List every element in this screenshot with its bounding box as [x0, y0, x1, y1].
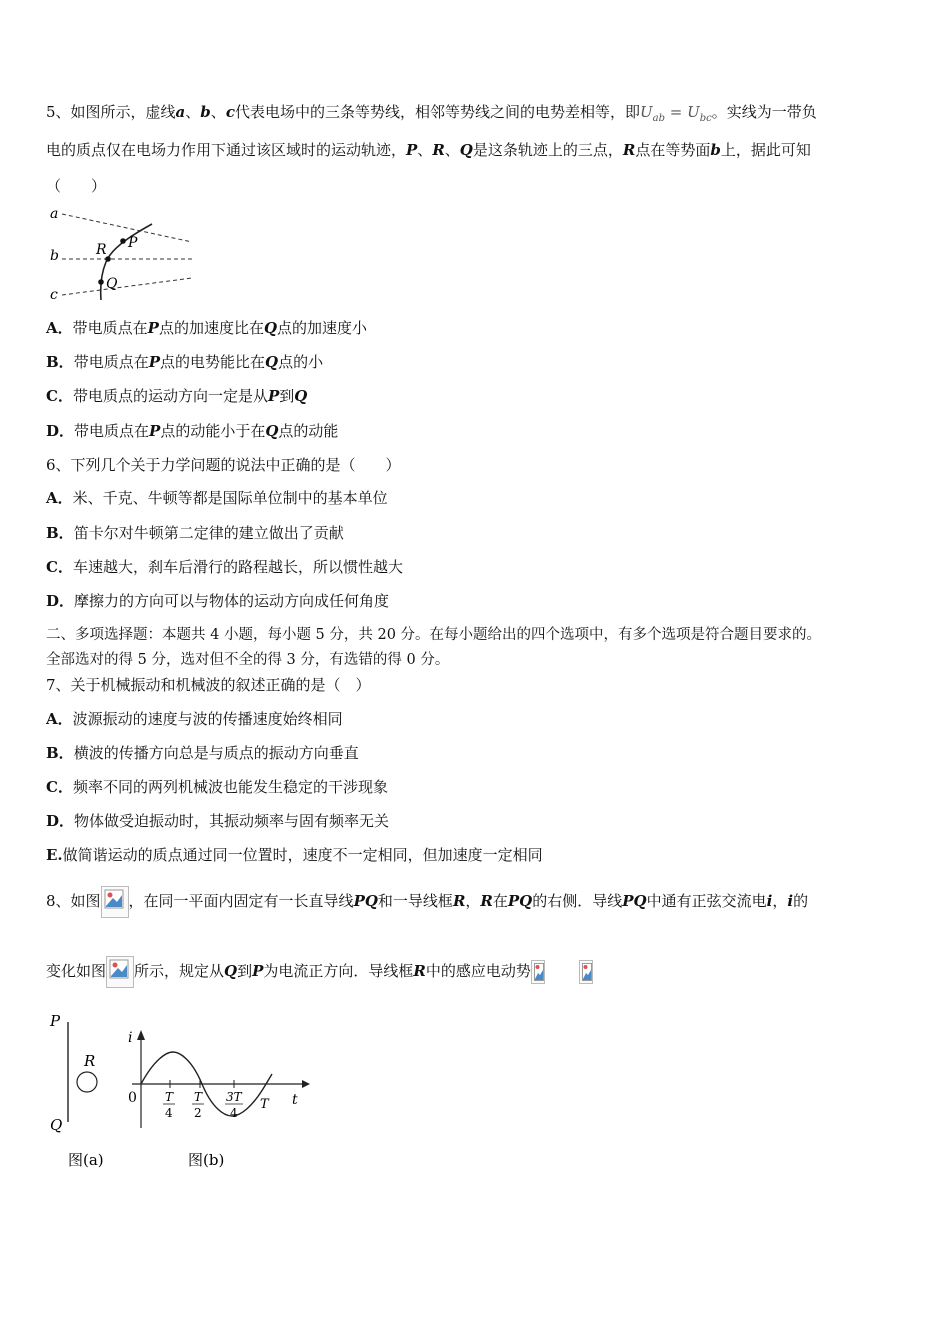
- q7-option-e[interactable]: E.做简谐运动的质点通过同一位置时，速度不一定相同，但加速度一定相同: [46, 846, 543, 864]
- equipotential-line-c: [62, 278, 192, 295]
- tick-label-T4-num: T: [165, 1090, 174, 1104]
- t-axis-arrow: [302, 1080, 310, 1088]
- q8-figure: [44, 1010, 316, 1174]
- broken-image-icon: [106, 956, 134, 988]
- broken-image-icon: [531, 960, 545, 984]
- label-P: P: [50, 1012, 61, 1030]
- tick-label-T: T: [260, 1097, 269, 1112]
- q5-option-b[interactable]: B．带电质点在P点的电势能比在Q点的小: [46, 353, 324, 371]
- q6-option-c[interactable]: C．车速越大，刹车后滑行的路程越长，所以惯性越大: [46, 558, 403, 576]
- equipotential-line-a: [62, 214, 192, 242]
- i-axis-arrow: [137, 1030, 145, 1040]
- q5-line1: 5、如图所示，虚线a、b、c代表电场中的三条等势线，相邻等势线之间的电势差相等，即$U_{ab} = U_{bc}$。实线为一带负: [46, 103, 817, 124]
- q5-option-a[interactable]: A．带电质点在P点的加速度比在Q点的加速度小: [46, 319, 368, 337]
- loop-R: [77, 1072, 97, 1092]
- label-Q: Q: [50, 1116, 63, 1134]
- broken-image-icon: [101, 886, 129, 918]
- tick-label-T4-den: 4: [165, 1106, 173, 1120]
- q8-line2: 变化如图 所示，规定从Q到P为电流正方向．导线框R中的感应电动势: [46, 954, 593, 988]
- q5-option-d[interactable]: D．带电质点在P点的动能小于在Q点的动能: [46, 422, 339, 440]
- q7-option-a[interactable]: A．波源振动的速度与波的传播速度始终相同: [46, 710, 343, 728]
- tick-label-3T4-den: 4: [230, 1106, 238, 1120]
- label-zero: 0: [128, 1090, 137, 1106]
- tick-label-T2-num: T: [194, 1090, 203, 1104]
- tick-label-T2-den: 2: [194, 1106, 202, 1120]
- label-a: a: [50, 206, 59, 222]
- caption-a: 图(a): [68, 1151, 104, 1169]
- q5-option-c[interactable]: C．带电质点的运动方向一定是从P到Q: [46, 387, 308, 405]
- q6-option-b[interactable]: B．笛卡尔对牛顿第二定律的建立做出了贡献: [46, 524, 344, 542]
- q8-line1: 8、如图 ，在同一平面内固定有一长直导线PQ和一导线框R，R在PQ的右侧．导线PQ中通有正弦交流电i，i的: [46, 884, 808, 918]
- formula-uab-ubc: $U_{ab} = U_{bc}$: [639, 103, 712, 124]
- label-P: P: [128, 235, 138, 251]
- label-R: R: [84, 1052, 96, 1070]
- q6-option-d[interactable]: D．摩擦力的方向可以与物体的运动方向成任何角度: [46, 592, 390, 610]
- q7-option-c[interactable]: C．频率不同的两列机械波也能发生稳定的干涉现象: [46, 778, 388, 796]
- q5-line2: 电的质点仅在电场力作用下通过该区域时的运动轨迹，P、R、Q是这条轨迹上的三点，R点在等势面b上，据此可知: [46, 141, 811, 159]
- label-Q: Q: [106, 276, 118, 292]
- q5-bracket: （ ）: [46, 177, 107, 195]
- caption-b: 图(b): [188, 1151, 225, 1169]
- section2-instructions-line2: 全部选对的得 5 分，选对但不全的得 3 分，有选错的得 0 分。: [46, 652, 450, 668]
- label-b: b: [50, 248, 59, 264]
- q5-equipotential-figure: [44, 202, 196, 306]
- q7-option-d[interactable]: D．物体做受迫振动时，其振动频率与固有频率无关: [46, 812, 390, 830]
- label-i: i: [128, 1030, 133, 1046]
- var-b: b: [200, 103, 211, 121]
- point-Q: [98, 279, 104, 285]
- section2-instructions-line1: 二、多项选择题：本题共 4 小题，每小题 5 分，共 20 分。在每小题给出的四个选项中，有多个选项是符合题目要求的。: [46, 627, 822, 643]
- var-c: c: [225, 103, 235, 121]
- point-P: [120, 238, 126, 244]
- tick-label-3T4-num: 3T: [226, 1090, 242, 1104]
- broken-image-icon: [579, 960, 593, 984]
- q7-option-b[interactable]: B．横波的传播方向总是与质点的振动方向垂直: [46, 744, 359, 762]
- label-c: c: [50, 287, 58, 303]
- label-R: R: [96, 242, 107, 258]
- label-t: t: [292, 1092, 298, 1108]
- var-a: a: [175, 103, 186, 121]
- q6-stem: 6、下列几个关于力学问题的说法中正确的是（ ）: [46, 456, 401, 474]
- q7-stem: 7、关于机械振动和机械波的叙述正确的是（ ）: [46, 676, 371, 694]
- q6-option-a[interactable]: A．米、千克、牛顿等都是国际单位制中的基本单位: [46, 489, 388, 507]
